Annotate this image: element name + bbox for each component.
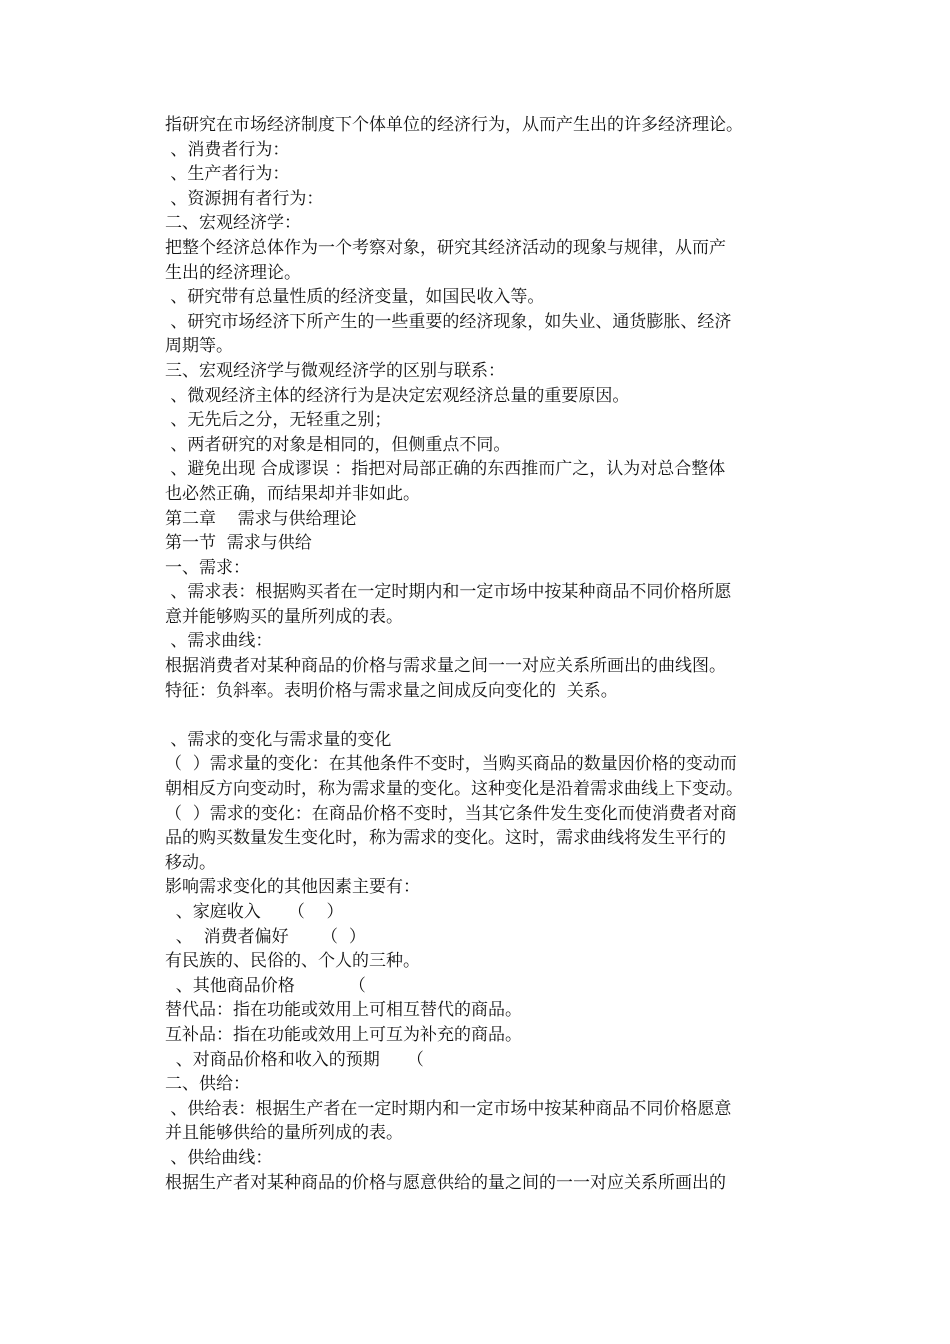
list-item: 、资源拥有者行为： xyxy=(165,188,324,209)
section-heading: 一、需求： xyxy=(165,557,250,578)
text-line: 替代品：指在功能或效用上可相互替代的商品。 xyxy=(165,1000,522,1021)
document-body xyxy=(165,113,815,1195)
text-line: 意并能够购买的量所列成的表。 xyxy=(165,606,403,627)
list-item: 、需求的变化与需求量的变化 xyxy=(165,729,392,750)
text-line: 影响需求变化的其他因素主要有： xyxy=(165,877,420,898)
list-item: 、供给表：根据生产者在一定时期内和一定市场中按某种商品不同价格愿意 xyxy=(165,1098,732,1119)
list-item: 、两者研究的对象是相同的，但侧重点不同。 xyxy=(165,434,511,455)
list-item: 、消费者行为： xyxy=(165,139,290,160)
text-line: 根据生产者对某种商品的价格与愿意供给的量之间的一一对应关系所画出的 xyxy=(165,1172,726,1193)
text-line: 并且能够供给的量所列成的表。 xyxy=(165,1123,403,1144)
text-line: 有民族的、民俗的、个人的三种。 xyxy=(165,951,420,972)
section-heading: 二、宏观经济学： xyxy=(165,213,301,234)
text-line: 根据消费者对某种商品的价格与需求量之间一一对应关系所画出的曲线图。 xyxy=(165,656,726,677)
list-item: 、家庭收入 （ ） xyxy=(165,902,344,922)
list-item: 、对商品价格和收入的预期 （ xyxy=(165,1049,424,1070)
list-item: 、 消费者偏好 （ ） xyxy=(165,926,366,947)
text-line: 指研究在市场经济制度下个体单位的经济行为，从而产生出的许多经济理论。 xyxy=(165,115,743,135)
list-item: （ ）需求量的变化：在其他条件不变时，当购买商品的数量因价格的变动而 xyxy=(165,754,737,775)
list-item: 、需求表：根据购买者在一定时期内和一定市场中按某种商品不同价格所愿 xyxy=(165,582,732,603)
text-line: 把整个经济总体作为一个考察对象，研究其经济活动的现象与规律，从而产 xyxy=(165,237,726,258)
list-item: 、生产者行为： xyxy=(165,164,290,185)
list-item: 、供给曲线： xyxy=(165,1147,273,1168)
text-line: 生出的经济理论。 xyxy=(165,262,301,283)
section-heading: 二、供给： xyxy=(165,1074,250,1095)
blank-line xyxy=(165,703,815,728)
list-item: 、微观经济主体的经济行为是决定宏观经济总量的重要原因。 xyxy=(165,385,630,406)
text-line: 周期等。 xyxy=(165,336,233,357)
text-line: 移动。 xyxy=(165,852,216,873)
chapter-heading: 第二章 需求与供给理论 xyxy=(165,508,357,529)
list-item: （ ）需求的变化：在商品价格不变时，当其它条件发生变化而使消费者对商 xyxy=(165,803,737,824)
text-line: 互补品：指在功能或效用上可互为补充的商品。 xyxy=(165,1024,522,1045)
list-item: 、无先后之分，无轻重之别； xyxy=(165,410,392,431)
list-item: 、研究市场经济下所产生的一些重要的经济现象，如失业、通货膨胀、经济 xyxy=(165,311,732,332)
section-heading: 三、宏观经济学与微观经济学的区别与联系： xyxy=(165,360,505,381)
section-heading: 第一节 需求与供给 xyxy=(165,533,312,554)
list-item: 、研究带有总量性质的经济变量，如国民收入等。 xyxy=(165,287,545,308)
text-line: 也必然正确，而结果却并非如此。 xyxy=(165,483,420,504)
text-line: 特征：负斜率。表明价格与需求量之间成反向变化的 关系。 xyxy=(165,680,618,701)
text-line: 朝相反方向变动时，称为需求量的变化。这种变化是沿着需求曲线上下变动。 xyxy=(165,779,743,800)
list-item: 、需求曲线： xyxy=(165,631,273,652)
list-item: 、避免出现 合成谬误 ：指把对局部正确的东西推而广之，认为对总合整体 xyxy=(165,459,726,480)
list-item: 、其他商品价格 （ xyxy=(165,975,366,996)
text-line: 品的购买数量发生变化时，称为需求的变化。这时，需求曲线将发生平行的 xyxy=(165,828,726,849)
